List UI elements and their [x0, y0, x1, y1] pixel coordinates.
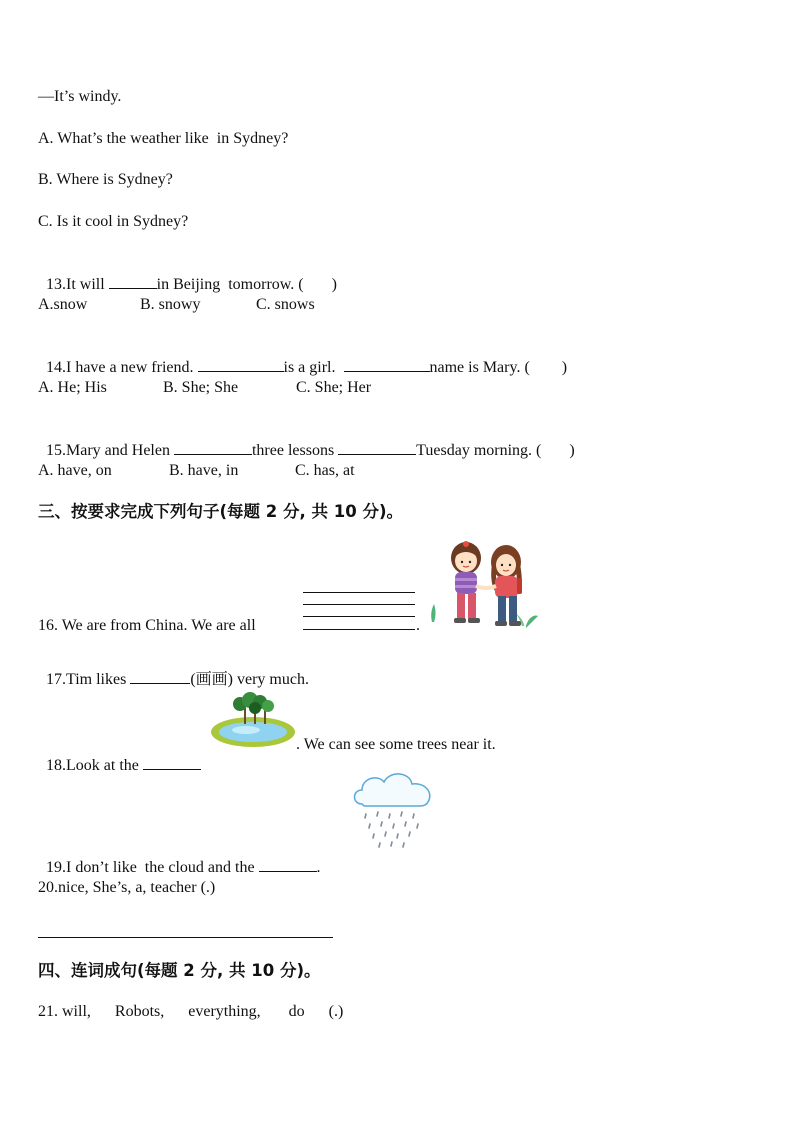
q14-option-b: B. She; She — [163, 379, 239, 396]
q19-blank — [259, 857, 317, 872]
pond-illustration — [210, 692, 296, 748]
q14-blank-2 — [344, 357, 430, 372]
q14-text-c: name is Mary. ( ) — [429, 359, 568, 376]
option-b-where: B. Where is Sydney? — [38, 171, 173, 188]
q14-blank-1 — [198, 357, 284, 372]
q20-answer-line — [38, 937, 333, 938]
question-20: 20.nice, She’s, a, teacher (.) — [38, 879, 216, 896]
q13-option-b: B. snowy — [140, 296, 201, 313]
q14-option-a: A. He; His — [38, 379, 107, 396]
q17-text-a: 17.Tim likes — [46, 671, 131, 688]
q14-text-b: is a girl. — [283, 359, 344, 376]
question-19 — [38, 837, 321, 878]
plant-left — [431, 604, 435, 622]
question-15 — [38, 420, 575, 461]
q15-option-a: A. have, on — [38, 462, 112, 479]
question-18 — [38, 735, 201, 776]
q17-blank — [130, 669, 190, 684]
two-girls-illustration — [426, 538, 540, 632]
q19-text-b: . — [316, 859, 321, 876]
plant-right — [526, 615, 538, 628]
q15-option-b: B. have, in — [169, 462, 239, 479]
question-14 — [38, 337, 567, 378]
q16-answer-line-3 — [303, 616, 415, 617]
q17-text-b: (画画) very much. — [190, 671, 309, 688]
q14-option-c: C. She; Her — [296, 379, 372, 396]
q13-option-a: A.snow — [38, 296, 88, 313]
q18-text-b: . We can see some trees near it. — [296, 736, 496, 753]
q19-text-a: 19.I don’t like the cloud and the — [46, 859, 259, 876]
q15-text-c: Tuesday morning. ( ) — [416, 442, 575, 459]
q16-answer-line-2 — [303, 604, 415, 605]
q16-answer-line-1 — [303, 592, 415, 593]
question-13 — [38, 254, 337, 295]
q15-text-b: three lessons — [251, 442, 339, 459]
q18-blank — [143, 755, 201, 770]
question-17 — [38, 649, 309, 690]
q18-text-a: 18.Look at the — [46, 757, 143, 774]
option-a-weather: A. What’s the weather like in Sydney? — [38, 130, 289, 147]
q13-text-b: in Beijing tomorrow. ( ) — [156, 276, 337, 293]
section-3-heading: 三、按要求完成下列句子(每题 2 分, 共 10 分)。 — [38, 502, 404, 521]
q13-blank — [109, 274, 157, 289]
question-16: 16. We are from China. We are all — [38, 617, 260, 634]
q15-blank-1 — [174, 440, 252, 455]
q16-period: . — [416, 617, 420, 634]
q16-answer-line-4 — [303, 629, 415, 630]
option-c-cool: C. Is it cool in Sydney? — [38, 213, 189, 230]
question-21: 21. will, Robots, everything, do (.) — [38, 1003, 344, 1020]
q14-text-a: 14.I have a new friend. — [46, 359, 198, 376]
q15-blank-2 — [338, 440, 416, 455]
q15-option-c: C. has, at — [295, 462, 355, 479]
q15-text-a: 15.Mary and Helen — [46, 442, 174, 459]
line-windy: —It’s windy. — [38, 88, 122, 105]
rain-cloud-illustration — [350, 768, 436, 850]
q13-option-c: C. snows — [256, 296, 315, 313]
section-4-heading: 四、连词成句(每题 2 分, 共 10 分)。 — [38, 961, 321, 980]
q13-text-a: 13.It will — [46, 276, 109, 293]
